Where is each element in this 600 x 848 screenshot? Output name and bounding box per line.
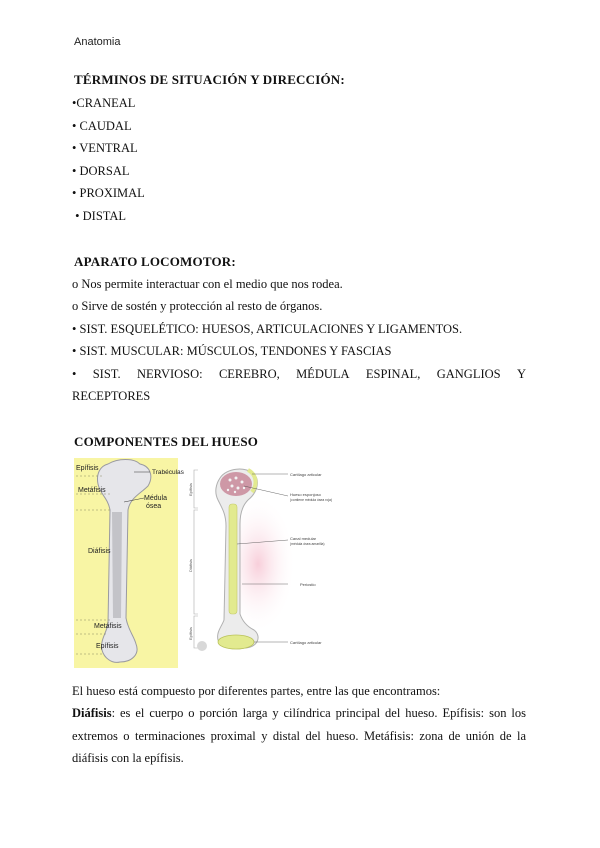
label-metafisis-bottom: Metáfisis (94, 623, 122, 630)
section-heading-locomotor: APARATO LOCOMOTOR: (74, 254, 236, 269)
list-item: • DORSAL (72, 164, 130, 178)
word: CEREBRO, (218, 367, 280, 381)
label-cartilago-top: Cartílago articular (290, 472, 322, 477)
word: Y (516, 367, 526, 381)
label-medula-osea: ósea (146, 503, 162, 510)
section-heading-terms: TÉRMINOS DE SITUACIÓN Y DIRECCIÓN: (74, 72, 345, 87)
text-line: • SIST. MUSCULAR: MÚSCULOS, TENDONES Y FASCIAS (72, 344, 392, 358)
text-line: o Sirve de sostén y protección al resto de órganos. (72, 299, 323, 313)
label-hueso-esponjoso: Hueso esponjoso (290, 492, 321, 497)
list-item: • CAUDAL (72, 119, 132, 133)
description-text: : es el cuerpo o porción larga y cilíndrica principal del hueso. Epífisis: son los extremos o terminaciones proximal y distal del hueso. Metáfisis: zona de unión de la diáfisis con la epífisis. (72, 706, 526, 765)
bone-description (72, 702, 526, 770)
word: MÉDULA (296, 367, 350, 381)
bone-diagram-labelled (74, 458, 184, 668)
label-epifisis-top: Epífisis (76, 465, 99, 472)
text-line: • SIST. ESQUELÉTICO: HUESOS, ARTICULACIONES Y LIGAMENTOS. (72, 322, 463, 336)
label-metafisis-top: Metáfisis (78, 487, 106, 494)
label-trabeculas: Trabéculas (152, 469, 184, 476)
label-canal-medular: Canal medular (290, 536, 317, 541)
label-epifisis-bottom: Epífisis (96, 643, 119, 650)
side-label-epifisis-bottom: Epífisis (188, 627, 193, 640)
label-hueso-esponjoso-detail: (contiene médula ósea roja) (290, 498, 333, 502)
side-label-epifisis-top: Epífisis (188, 483, 193, 496)
long-bone-illustration (74, 458, 184, 668)
figure-badge-icon (197, 641, 207, 651)
text-line: o Nos permite interactuar con el medio que nos rodea. (72, 277, 343, 291)
list-item: • VENTRAL (72, 141, 138, 155)
word: • (72, 367, 77, 381)
term-diafisis: Diáfisis (72, 706, 112, 720)
label-periostio: Periostio (300, 582, 316, 587)
label-diafisis: Diáfisis (88, 548, 111, 555)
section-heading-bone: COMPONENTES DEL HUESO (74, 434, 259, 449)
bone-cross-section-diagram (188, 464, 338, 656)
list-item: • PROXIMAL (72, 186, 145, 200)
word: SIST. (92, 367, 121, 381)
page-header: Anatomia (74, 36, 121, 48)
list-item: •CRANEAL (72, 96, 136, 110)
nervous-system-line (72, 367, 526, 382)
label-canal-medular-detail: (médula ósea amarilla) (290, 542, 325, 546)
list-item: • DISTAL (72, 209, 127, 223)
word: ESPINAL, (365, 367, 421, 381)
word: GANGLIOS (436, 367, 501, 381)
label-medula: Médula (144, 495, 167, 502)
bone-intro-text: El hueso está compuesto por diferentes partes, entre las que encontramos: (72, 684, 441, 698)
side-label-diafisis: Diáfisis (188, 559, 193, 572)
text-line: RECEPTORES (72, 389, 151, 403)
bone-cross-section-illustration (188, 464, 338, 656)
word: NERVIOSO: (136, 367, 203, 381)
label-cartilago-bottom: Cartílago articular (290, 640, 322, 645)
